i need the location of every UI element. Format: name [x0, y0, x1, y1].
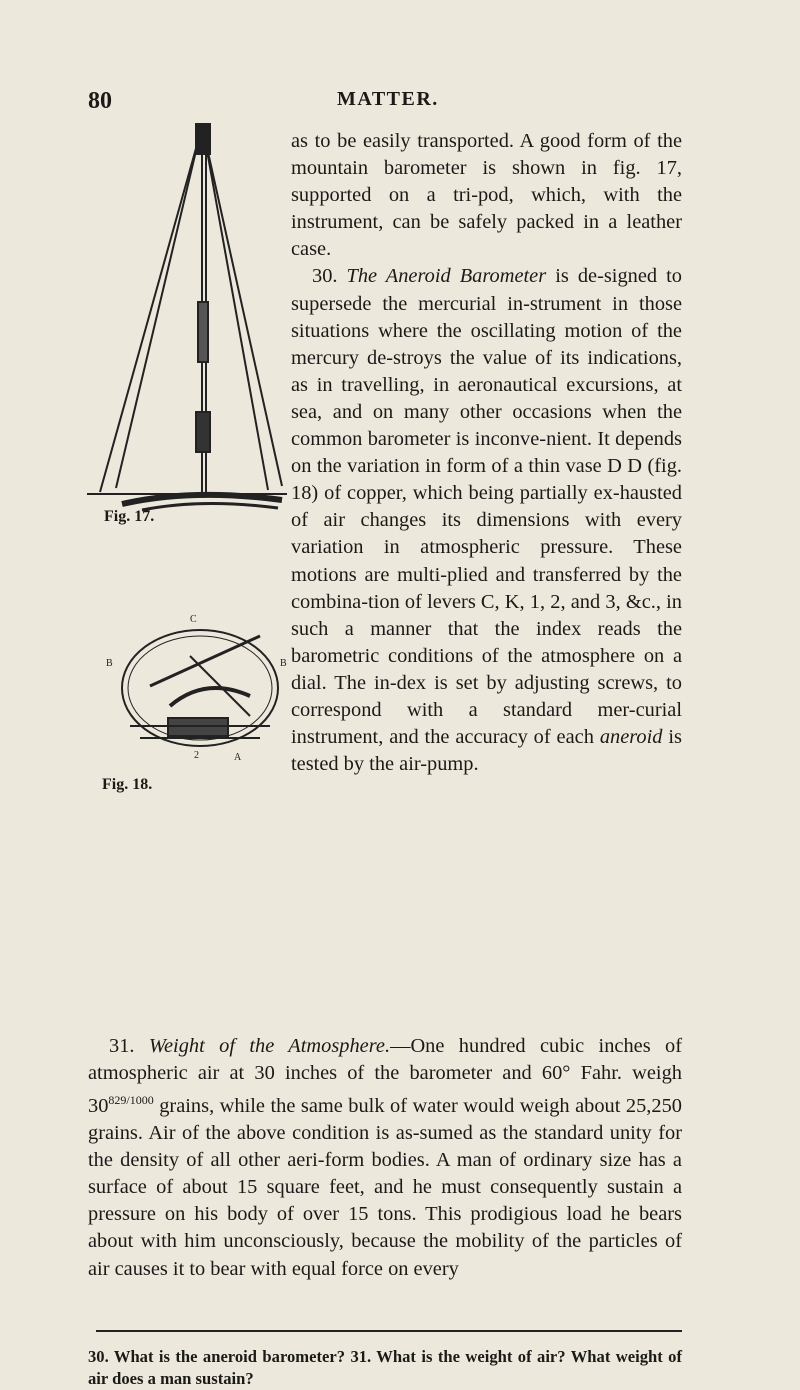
footnote-questions: 30. What is the aneroid barometer? 31. What is the weight of air? What weight of air does a man sustain? [88, 1347, 682, 1388]
paragraph-mountain-barometer: as to be easily transported. A good form of the mountain barometer is shown in fig. 17, supported on a tri-pod, which, with the instrument, can be safely packed in a leather case. [291, 130, 682, 261]
section-30-number: 30. [312, 265, 347, 288]
section-31-text-2: grains, while the same bulk of water would weigh about 25,250 grains. Air of the above condition is as-sumed as the standard unity for the density of all other aeri-form bodies. A man of ordinary size has a surface of about 15 square feet, and he must consequently sustain a pressure on his body of over 15 tons. This prodigious load he bears about with him unconsciously, because the mobility of the particles of air causes it to bear with equal force on every [88, 1094, 682, 1280]
fig18-caption: Fig. 18. [102, 776, 153, 793]
fig18-letter-c: C [190, 614, 197, 625]
fig18-letter-b-left: B [106, 658, 113, 669]
section-31 [88, 1033, 682, 1283]
fig18-letter-2: 2 [194, 750, 199, 761]
section-31-title: Weight of the Atmosphere. [148, 1035, 391, 1057]
section-30-text: is de-signed to supersede the mercurial in-strument in those situations where the oscillating motion of the mercury de-stroys the value of its indications, as in travelling, in aeronautical excursions, at sea, and on many other occasions when the common barometer is inconve-nient. It depends on the variation in form of a thin vase D D (fig. 18) of copper, which being partially ex-hausted of air changes its dimensions with every variation in atmospheric pressure. These motions are multi-plied and transferred by the combina-tion of levers C, K, 1, 2, and 3, &c., in such a manner that the index reads the barometric conditions of the atmosphere on a dial. The in-dex is set by adjusting screws, to correspond with a standard mer-curial instrument, and the accuracy of each [291, 265, 682, 749]
fig17-tripod-illustration [82, 112, 292, 532]
fig18-letter-b-right: B [280, 658, 287, 669]
section-31-number: 31. [109, 1035, 149, 1057]
column-text [291, 128, 682, 778]
full-width-text [88, 1033, 682, 1283]
section-30-title: The Aneroid Barometer [346, 265, 547, 288]
fig18-aneroid-illustration [106, 614, 290, 766]
fig18-letter-a: A [234, 752, 242, 763]
footnote-rule [96, 1330, 682, 1332]
section-31-fraction: 829/1000 [108, 1093, 154, 1108]
page-number: 80 [88, 88, 112, 114]
section-30-end: is tested by the air-pump. [291, 726, 682, 776]
section-30-italic-term: aneroid [599, 726, 663, 749]
fig17-caption: Fig. 17. [104, 508, 155, 525]
running-head: MATTER. [337, 88, 439, 110]
section-31-text-1: —One hundred cubic inches of atmospheric air at 30 inches of the barometer and 60° Fahr. weigh 30 [88, 1035, 682, 1117]
section-30 [291, 263, 682, 778]
